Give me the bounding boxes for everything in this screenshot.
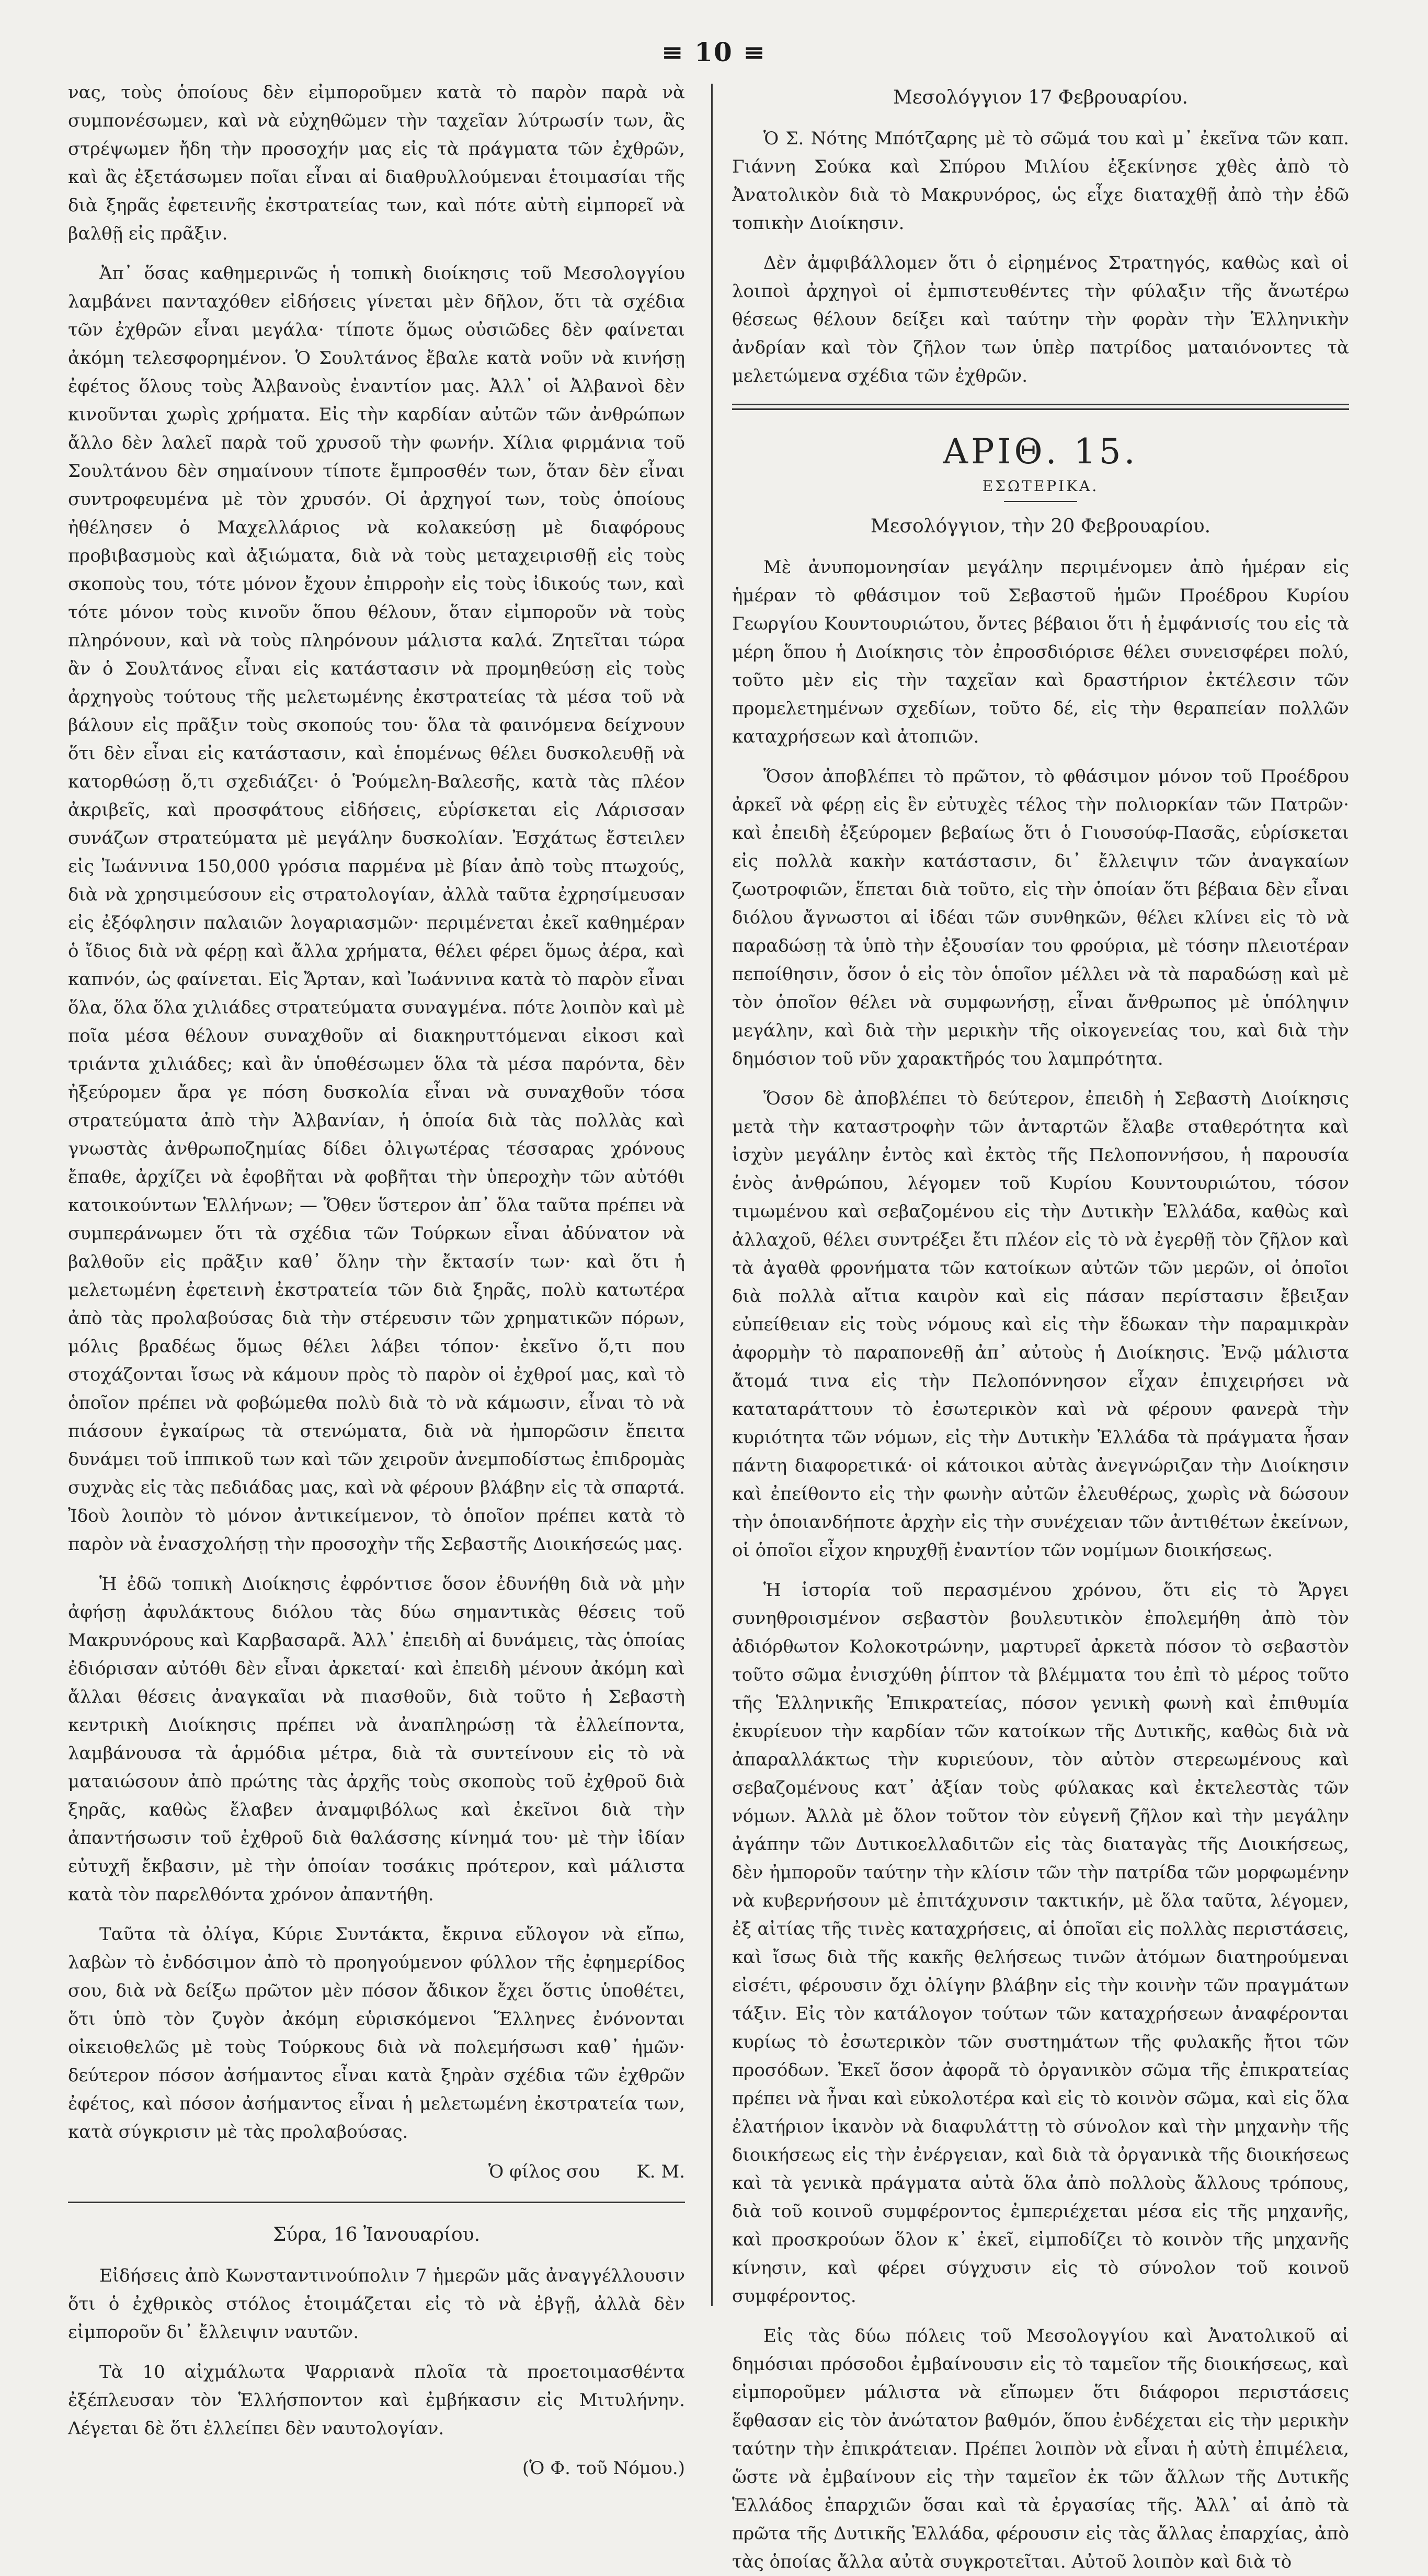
syra-dateline: Σύρα, 16 Ἰανουαρίου. [272,2224,481,2246]
right-paragraph: Δὲν ἀμφιβάλλομεν ὅτι ὁ εἰρημένος Στρατηγός, καθὼς καὶ οἱ λοιποὶ ἀρχηγοὶ οἱ ἐμπιστευθέντες τὴν φύλαξιν τῆς ἄνωτέρω θέσεως θέλουν δείξει καὶ ταύτην τὴν φορὰν τὴν Ἑλληνικὴν ἀνδρίαν καὶ τὸν ζῆλον των ὑπὲρ πατρίδος ματαιόνοντες τὰ μελετώμενα σχέδια τῶν ἐχθρῶν. [732,253,1349,386]
right-paragraph: Ὅσον ἀποβλέπει τὸ πρῶτον, τὸ φθάσιμον μόνον τοῦ Προέδρου ἀρκεῖ νὰ φέρῃ εἰς ἓν εὐτυχὲς τέλος τὴν πολιορκίαν τῶν Πατρῶν· καὶ ἐπειδὴ ἐξεύρομεν βεβαίως ὅτι ὁ Γιουσούφ-Πασᾶς, εὑρίσκεται εἰς πολλὰ κακὴν κατάστασιν, δι᾽ ἔλλειψιν τῶν ἀναγκαίων ζωοτροφιῶν, ἕπεται διὰ τοῦτο, εἰς τὴν ὁποίαν ὅτι βέβαια δὲν εἶναι διόλου ἄγνωστοι αἱ ἰδέαι τῶν συνθηκῶν, θέλει κλίνει εἰς τὸ νὰ παραδώσῃ τὰ ὑπὸ τὴν ἐξουσίαν του φρούρια, μὲ τόσην πλειοτέραν πεποίθησιν, ὅσον ὁ εἰς τὸν ὁποῖον μέλλει νὰ τὰ παραδώσῃ καὶ μὲ τὸν ὁποῖον θέλει νὰ συμφωνήσῃ, εἶναι ἄνθρωπος μὲ ὑπόληψιν μεγάλην, καὶ διὰ τὴν μερικὴν τῆς οἰκογενείας του, καὶ διὰ τὴν δημόσιον τοῦ νῦν χαρακτῆρός του λαμπρότητα. [732,766,1349,1069]
section-title: ΕΣΩΤΕΡΙΚΑ. [982,477,1099,495]
source-credit-text: (Ὁ Φ. τοῦ Νόμου.) [522,2458,685,2479]
column-divider [711,84,713,2306]
dateline-main: Μεσολόγγιον, τὴν 20 Φεβρουαρίου. [870,516,1211,537]
left-column [68,78,685,2479]
signature-initials: Κ. Μ. [636,2161,685,2182]
right-paragraph: Μὲ ἀνυπομονησίαν μεγάλην περιμένομεν ἀπὸ ἡμέραν εἰς ἡμέραν τὸ φθάσιμον τοῦ Σεβαστοῦ ἡμῶν Προέδρου Κυρίου Γεωργίου Κουντουριώτου, ὄντες βέβαιοι ὅτι ἡ ἐμφάνισίς του εἰς τὰ μέρη ὅπου ἡ Διοίκησις τὸν ἐπροσδιόρισε θέλει συνεισφέρει πολύ, τοῦτο μὲν εἰς τὴν ταχεῖαν καὶ δραστήριον ἐκτέλεσιν τῶν προμελετημένων σχεδίων, τοῦτο δέ, εἰς τὴν θεραπείαν πολλῶν καταχρήσεων καὶ ἀτοπιῶν. [732,557,1349,747]
left-paragraph: Ἀπ᾽ ὅσας καθημερινῶς ἡ τοπικὴ διοίκησις τοῦ Μεσολογγίου λαμβάνει πανταχόθεν εἰδήσεις γίνεται μὲν δῆλον, ὅτι τὰ σχέδια τῶν ἐχθρῶν εἶναι μεγάλα· τίποτε ὅμως οὐσιῶδες δὲν φαίνεται ἀκόμη τελεσφορημένον. Ὁ Σουλτάνος ἔβαλε κατὰ νοῦν νὰ κινήσῃ ἐφέτος ὅλους τοὺς Ἀλβανοὺς ἐναντίον μας. Ἀλλ᾽ οἱ Ἀλβανοὶ δὲν κινοῦνται χωρὶς χρήματα. Εἰς τὴν καρδίαν αὐτῶν τῶν ἀνθρώπων ἄλλο δὲν λαλεῖ παρὰ τοῦ χρυσοῦ τὴν φωνήν. Χίλια φιρμάνια τοῦ Σουλτάνου δὲν σημαίνουν τίποτε ἔμπροσθέν των, ὅταν δὲν εἶναι συντροφευμένα μὲ τὸν χρυσόν. Οἱ ἀρχηγοί των, τοὺς ὁποίους ἠθέλησεν ὁ Μαχελλάριος νὰ κολακεύσῃ μὲ διαφόρους προβιβασμοὺς καὶ ἀξιώματα, διὰ νὰ τοὺς μεταχειρισθῇ εἰς τοὺς σκοποὺς του, τότε μόνον ἔχουν ἐπιρροὴν εἰς τοὺς ἰδικούς των, καὶ τότε μόνον τοὺς κινοῦν ὅπου θέλουν, ὅταν εἰμποροῦν νὰ τοὺς πληρόνουν, καὶ νὰ τοὺς πληρόνουν μάλιστα καλά. Ζητεῖται τώρα ἂν ὁ Σουλτάνος εἶναι εἰς κατάστασιν νὰ προμηθεύσῃ εἰς τοὺς ἀρχηγοὺς τούτους τῆς μελετωμένης ἐκστρατείας τὰ μέσα τοῦ νὰ βάλουν εἰς πρᾶξιν τοὺς σκοπούς του· ὅλα τὰ φαινόμενα δείχνουν ὅτι δὲν εἶναι εἰς κατάστασιν, καὶ ἑπομένως θέλει δυσκολευθῇ νὰ κατορθώσῃ ὅ,τι σχεδιάζει· ὁ Ῥούμελη-Βαλεσῆς, κατὰ τὰς πλέον ἀκριβεῖς, καὶ προσφάτους εἰδήσεις, εὑρίσκεται εἰς Λάρισσαν συνάζων στρατεύματα μὲ μεγάλην δυσκολίαν. Ἐσχάτως ἔστειλεν εἰς Ἰωάννινα 150,000 γρόσια παρμένα μὲ βίαν ἀπὸ τοὺς πτωχούς, διὰ νὰ χρησιμεύσουν εἰς στρατολογίαν, ἀλλὰ ταῦτα ἐχρησίμευσαν εἰς ἐξόφλησιν παλαιῶν λογαριασμῶν· περιμένεται ἐκεῖ καθημέραν ὁ ἴδιος διὰ νὰ φέρῃ καὶ ἄλλα χρήματα, θέλει φέρει ὅμως ἀέρα, καὶ καπνόν, ὡς φαίνεται. Εἰς Ἄρταν, καὶ Ἰωάννινα κατὰ τὸ παρὸν εἶναι ὅλα, ὅλα ὅλα χιλιάδες στρατεύματα συναγμένα. πότε λοιπὸν καὶ μὲ ποῖα μέσα θέλουν συναχθοῦν αἱ διακηρυττόμεναι εἰκοσι καὶ τριάντα χιλιάδες; καὶ ἂν ὑποθέσωμεν ὅλα τὰ μέσα παρόντα, δὲν ἠξεύρομεν ἄρα γε πόση δυσκολία εἶναι νὰ συναχθοῦν τόσα στρατεύματα ἀπὸ τὴν Ἀλβανίαν, ἡ ὁποία διὰ τὰς πολλὰς καὶ γνωστὰς ἀνθρωποζημίας δίδει ὀλιγωτέρας τέσσαρας χρόνους ἔπαθε, ἀρχίζει νὰ ἐφοβῆται νὰ φοβῆται τὴν ὑπεροχὴν τῶν αὐτόθι κατοικούντων Ἑλλήνων; — Ὅθεν ὕστερον ἀπ᾽ ὅλα ταῦτα πρέπει νὰ συμπεράνωμεν ὅτι τὰ σχέδια τῶν Τούρκων εἶναι ἀδύνατον νὰ βαλθοῦν εἰς πρᾶξιν καθ᾽ ὅλην τὴν ἔκτασίν των· καὶ ὅτι ἡ μελετωμένη ἐφετεινὴ ἐκστρατεία τῶν διὰ ξηρᾶς, πολὺ κατωτέρα ἀπὸ τὰς προλαβούσας διὰ τὴν στέρευσιν τῶν χρηματικῶν πόρων, μόλις βραδέως ὅμως θέλει λάβει τόπον· ἐκεῖνο ὅ,τι που στοχάζονται ἴσως νὰ κάμουν πρὸς τὸ παρὸν οἱ ἐχθροί μας, καὶ τὸ ὁποῖον πρέπει νὰ φοβώμεθα πολὺ διὰ τὸ νὰ κάμωσιν, εἶναι τὸ νὰ πιάσουν ἐγκαίρως τὰ στενώματα, διὰ νὰ ἠμπορῶσιν ἔπειτα δυνάμει τοῦ ἱππικοῦ των καὶ τῶν χειροῦν ἀνεμποδίστως ἐπιδρομὰς συχνὰς εἰς τὰς πεδιάδας μας, καὶ νὰ φέρουν βλάβην εἰς τὰ σπαρτά. Ἰδοὺ λοιπὸν τὸ μόνον ἀντικείμενον, τὸ ὁποῖον πρέπει κατὰ τὸ παρὸν νὰ ἐνασχολήσῃ τὴν προσοχὴν τῆς Σεβαστῆς Διοικήσεώς μας. [68,263,685,1555]
left-paragraph: Ἡ ἐδῶ τοπικὴ Διοίκησις ἐφρόντισε ὅσον ἐδυνήθη διὰ νὰ μὴν ἀφήσῃ ἀφυλάκτους διόλου τὰς δύω σημαντικὰς θέσεις τοῦ Μακρυνόρους καὶ Καρβασαρᾶ. Ἀλλ᾽ ἐπειδὴ αἱ δυνάμεις, τὰς ὁποίας ἐδιόρισαν αὐτόθι δὲν εἶναι ἀρκεταί· καὶ ἐπειδὴ μένουν ἀκόμη καὶ ἄλλαι θέσεις ἀναγκαῖαι νὰ πιασθοῦν, διὰ τοῦτο ἡ Σεβαστὴ κεντρικὴ Διοίκησις πρέπει νὰ ἀναπληρώσῃ τὰ ἐλλείποντα, λαμβάνουσα τὰ ἁρμόδια μέτρα, διὰ τὰ συντείνουν εἰς τὸ νὰ ματαιώσουν ἀπὸ πρώτης τὰς ἀρχῆς τοὺς σκοποὺς τοῦ ἐχθροῦ διὰ ξηρᾶς, καθὼς ἔλαβεν ἀναμφιβόλως καὶ ἐκεῖνοι διὰ τὴν ἀπαντήσωσιν τοῦ ἐχθροῦ διὰ θαλάσσης κίνημά του· μὲ τὴν ἰδίαν εὐτυχῆ ἔκβασιν, μὲ τὴν ὁποίαν τοσάκις πρότερον, καὶ μάλιστα κατὰ τὸν παρελθόντα χρόνον ἀπαντήθη. [68,1574,685,1905]
signature-prefix: Ὁ φίλος σου [488,2161,600,2182]
signature [68,2158,685,2186]
page-number: ≡ 10 ≡ [661,37,767,67]
right-column [732,78,1349,2572]
right-paragraph: Ὅσον δὲ ἀποβλέπει τὸ δεύτερον, ἐπειδὴ ἡ Σεβαστὴ Διοίκησις μετὰ τὴν καταστροφὴν τῶν ἀνταρτῶν ἔλαβε σταθερότητα καὶ ἰσχὺν μεγάλην ἐντὸς καὶ ἐκτὸς τῆς Πελοποννήσου, ἡ παρουσία ἑνὸς ἀνθρώπου, λέγομεν τοῦ Κυρίου Κουντουριώτου, τόσον τιμωμένου καὶ σεβαζομένου εἰς τὴν Δυτικὴν Ἑλλάδα, καθὼς καὶ ἀλλαχοῦ, θέλει συντρέξει ἔτι πλέον εἰς τὸ νὰ ἐγερθῇ τὸν ζῆλον καὶ τὰ ἀγαθὰ φρονήματα τῶν κατοίκων αὐτῶν τῶν μερῶν, οἱ ὁποῖοι διὰ πολλὰ αἴτια καιρὸν καὶ εἰς πάσαν περίστασιν ἔβειξαν εὐπείθειαν εἰς τοὺς νόμους καὶ εἰς τὴν ἔδωκαν τὴν παραμικρὰν ἀφορμὴν τὸ παραπονεθῇ ἀπ᾽ αὐτοὺς ἡ Διοίκησις. Ἐνῷ μάλιστα ἄτομά τινα εἰς τὴν Πελοπόννησον εἶχαν ἐπιχειρήσει νὰ καταταράττουν τὸ ἐσωτερικὸν καὶ νὰ φέρουν φανερὰ τὴν κυριότητα τῶν νόμων, εἰς τὴν Δυτικὴν Ἑλλάδα τὰ πράγματα ἦσαν πάντη διαφορετικά· οἱ κάτοικοι αὐτὰς ἀνεγνώριζαν τὴν Διοίκησιν καὶ ἐπείθοντο εἰς τὴν φωνὴν αὐτῶν ἐλευθέρως, χωρὶς νὰ δώσουν τὴν ὁποιανδήποτε ἀρχὴν εἰς τὴν συνέχειαν τῶν ἀντιθέτων ἐκείνων, οἱ ὁποῖοι εἶχον κηρυχθῇ ἐναντίον τῶν νομίμων διοικήσεως. [732,1088,1349,1561]
right-paragraph: Ὁ Σ. Νότης Μπότζαρης μὲ τὸ σῶμά του καὶ μ᾽ ἐκεῖνα τῶν καπ. Γιάννη Σούκα καὶ Σπύρου Μιλίου ἐξεκίνησε χθὲς ἀπὸ τὸ Ἀνατολικὸν διὰ τὸ Μακρυνόρος, ὡς εἶχε διαταχθῇ ἀπὸ τὴν ἐδῶ τοπικὴν Διοίκησιν. [732,128,1349,234]
source-credit [68,2454,685,2482]
section-double-rule [732,404,1349,410]
issue-title: ΑΡΙΘ. 15. [943,431,1138,472]
news-item: Εἰδήσεις ἀπὸ Κωνσταντινούπολιν 7 ἡμερῶν μᾶς ἀναγγέλλουσιν ὅτι ὁ ἐχθρικὸς στόλος ἑτοιμάζεται εἰς τὸ νὰ ἐβγῇ, ἀλλὰ δὲν εἰμποροῦν δι᾽ ἔλλειψιν ναυτῶν. [68,2265,685,2343]
dateline-top: Μεσολόγγιον 17 Φεβρουαρίου. [893,87,1188,108]
section-rule [68,2202,685,2203]
left-paragraph: νας, τοὺς ὁποίους δὲν εἰμποροῦμεν κατὰ τὸ παρὸν παρὰ νὰ συμπονέσωμεν, καὶ νὰ εὐχηθῶμεν τὴν ταχεῖαν λύτρωσίν των, ἂς στρέψωμεν ἤδη τὴν προσοχήν μας εἰς τὰ πράγματα τῶν ἐχθρῶν, καὶ ἂς ἐξετάσωμεν ποῖαι εἶναι αἱ διαθρυλλούμεναι ἑτοιμασίαι τῆς διὰ ξηρᾶς ἐφετεινῆς ἐκστρατείας των, καὶ πότε αὐτὴ εἰμπορεῖ νὰ βαλθῇ εἰς πρᾶξιν. [68,82,685,244]
right-paragraph: Ἡ ἱστορία τοῦ περασμένου χρόνου, ὅτι εἰς τὸ Ἄργει συνηθροισμένον σεβαστὸν βουλευτικὸν ἐπολεμήθη ἀπὸ τὸν ἀδιόρθωτον Κολοκοτρώνην, μαρτυρεῖ ἀρκετὰ πόσον τὸ σεβαστὸν τοῦτο σῶμα ἐνισχύθη ῥίπτον τὰ βλέμματα του ἐπὶ τὸ μέρος τοῦτο τῆς Ἑλληνικῆς Ἐπικρατείας, πόσον γενικὴ φωνὴ καὶ ἐπιθυμία ἐκυρίευον τὴν καρδίαν τῶν κατοίκων τῆς Δυτικῆς, καθὼς διὰ νὰ ἀπαραλλάκτως τὴν κυριεύουν, τὸν αὐτὸν στερεωμένους καὶ σεβαζομένους κατ᾽ ἀξίαν τοὺς φύλακας καὶ ἐκτελεστὰς τῶν νόμων. Ἀλλὰ μὲ ὅλον τοῦτον τὸν εὐγενῆ ζῆλον καὶ τὴν μεγάλην ἀγάπην τῶν Δυτικοελλαδιτῶν εἰς τὰς διαταγὰς τῆς Διοικήσεως, δὲν ἠμποροῦν ταύτην τὴν κλίσιν τῶν τὴν πατρίδα τῶν μορφωμένην νὰ κυβερνήσουν μὲ ἐπιτάχυνσιν τακτικήν, μὲ ὅλα ταῦτα, λέγομεν, ἐξ αἰτίας τῆς τινὲς καταχρήσεις, αἱ ὁποῖαι εἰς πολλὰς περιστάσεις, καὶ ἴσως διὰ τῆς κακῆς θελήσεως τινῶν ἀτόμων διατηρούμεναι εἰσέτι, φέρουσιν ὄχι ὀλίγην βλάβην εἰς τὴν κοινὴν τῶν πραγμάτων τάξιν. Εἰς τὸν κατάλογον τούτων τῶν καταχρήσεων ἀναφέρονται κυρίως τὸ ἐσωτερικὸν τῶν συστημάτων τῆς φυλακῆς ἤτοι τῶν προσόδων. Ἐκεῖ ὅσον ἀφορᾶ τὸ ὀργανικὸν σῶμα τῆς ἐπικρατείας πρέπει νὰ ἦναι καὶ εὐκολοτέρα καὶ εἰς τὸ κοινὸν σῶμα, καὶ εἰς ὅλα ἐλατήριον ἱκανὸν νὰ διαφυλάττῃ τὸ σύνολον καὶ τὴν μηχανὴν τῆς διοικήσεως εἰς τὴν ἐνέργειαν, καὶ διὰ τὰ ὀργανικὰ τῆς διοικήσεως καὶ τὰ γενικὰ πράγματα αὐτὰ ὅλα ἀπὸ πολλοὺς ἄλλους τρόπους, διὰ τοῦ κοινοῦ συμφέροντος ἐμπεριέχεται μέσα εἰς τῆς μηχανῆς, καὶ προσκρούων ὅλον κ᾽ ἐκεῖ, εἰμποδίζει τὸ κοινὸν τῆς μηχανῆς κίνησιν, καὶ φέρει σύγχυσιν εἰς τὸ σύνολον τοῦ κοινοῦ συμφέροντος. [732,1580,1349,2307]
news-item: Τὰ 10 αἰχμάλωτα Ψαρριανὰ πλοῖα τὰ προετοιμασθέντα ἐξέπλευσαν τὸν Ἑλλήσποντον καὶ ἐμβήκασιν εἰς Μιτυλήνην. Λέγεται δὲ ὅτι ἐλλείπει δὲν ναυτολογίαν. [68,2362,685,2439]
left-paragraph: Ταῦτα τὰ ὀλίγα, Κύριε Συντάκτα, ἔκρινα εὔλογον νὰ εἴπω, λαβὼν τὸ ἐνδόσιμον ἀπὸ τὸ προηγούμενον φύλλον τῆς ἐφημερίδος σου, διὰ νὰ δείξω πρῶτον μὲν πόσον ἄδικον ἔχει ὅστις ὑποθέτει, ὅτι ὑπὸ τὸν ζυγὸν ἀκόμη εὑρισκόμενοι Ἕλληνες ἐνόνονται οἰκειοθελῶς μὲ τοὺς Τούρκους διὰ νὰ πολεμήσωσι καθ᾽ ἡμῶν· δεύτερον πόσον ἀσήμαντος εἶναι κατὰ ξηρὰν σχέδια τῶν ἐχθρῶν ἐφέτος, καὶ πόσον ἀσήμαντος εἶναι ἡ μελετωμένη ἐκστρατεία των, κατὰ σύγκρισιν μὲ τὰς προλαβούσας. [68,1924,685,2142]
section-sub-rule [1004,501,1077,502]
right-paragraph: Εἰς τὰς δύω πόλεις τοῦ Μεσολογγίου καὶ Ἀνατολικοῦ αἱ δημόσιαι πρόσοδοι ἐμβαίνουσιν εἰς τὸ ταμεῖον τῆς διοικήσεως, καὶ εἰμποροῦμεν μάλιστα νὰ εἴπωμεν ὅτι διάφοροι περιστάσεις ἔφθασαν εἰς τὸν ἀνώτατον βαθμόν, ὅπου ἐνδέχεται εἰς τὴν μερικὴν ταύτην τὴν ἐπικράτειαν. Πρέπει λοιπὸν νὰ εἶναι ἡ αὐτὴ ἐπιμέλεια, ὥστε νὰ ἐμβαίνουν εἰς τὴν ταμεῖον ἐκ τῶν ἄλλων τῆς Δυτικῆς Ἑλλάδος ἐπαρχιῶν ὅσαι καὶ τὰ ἐργασίας τῆς. Ἀλλ᾽ αἱ ἀπὸ τὰ πρῶτα τῆς Δυτικῆς Ἑλλάδα, φέρουσιν εἰς τὰς ἄλλας ἐπαρχίας, ἀπὸ τὰς ὁποίας ἄλλα αὐτὰ συγκροτεῖται. Αὐτοῦ λοιπὸν καὶ διὰ τὸ [732,2326,1349,2572]
